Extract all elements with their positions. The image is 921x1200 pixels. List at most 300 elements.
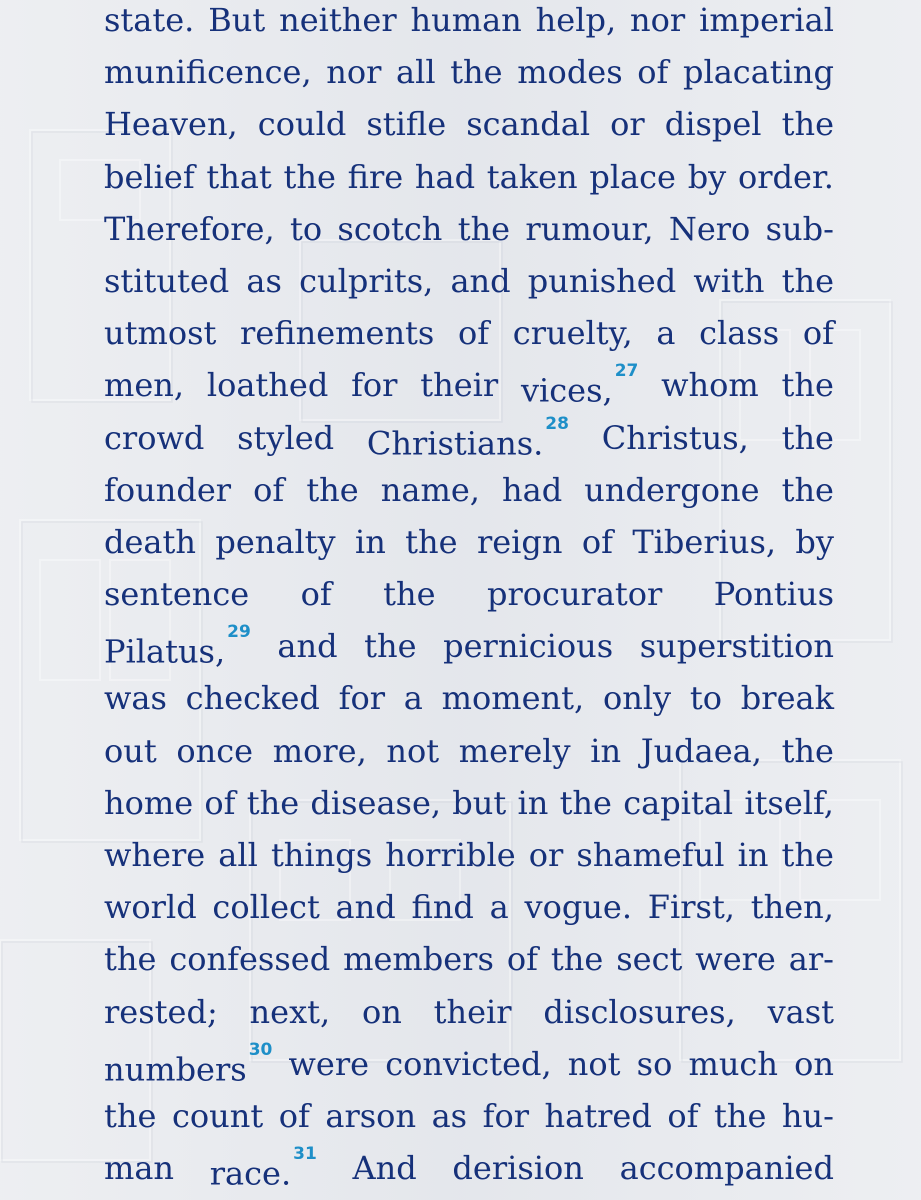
word: [450, 255, 510, 307]
footnote-ref-link[interactable]: 31: [293, 1144, 317, 1165]
word: [714, 568, 834, 620]
word: [683, 46, 834, 98]
word: [576, 829, 724, 881]
word-text: on: [794, 1044, 834, 1083]
word-text: capital: [623, 783, 734, 822]
word: [385, 829, 515, 881]
text-line: [104, 986, 834, 1038]
word: [741, 672, 834, 724]
word: [237, 412, 334, 464]
text-line: [104, 255, 834, 307]
word-text: placating: [682, 53, 834, 92]
footnote-ref-link[interactable]: 28: [545, 413, 569, 434]
word-text: the: [450, 53, 503, 92]
word-text: reign: [476, 522, 563, 561]
word: [104, 0, 194, 46]
word-text: for: [338, 679, 386, 718]
word-text: imperial: [699, 1, 834, 39]
word-text: culprits,: [299, 261, 434, 300]
word: [640, 620, 834, 672]
word-text: where: [104, 836, 206, 874]
word: [517, 777, 548, 829]
word-text: whom: [661, 366, 759, 405]
word-text: and: [335, 888, 396, 927]
word: [661, 359, 759, 411]
word: [450, 46, 502, 98]
word-text: in: [517, 783, 549, 822]
text-line: [104, 1142, 834, 1194]
word-text: shameful: [576, 836, 725, 874]
word-text: as: [246, 261, 282, 300]
word-text: of: [667, 1096, 699, 1135]
word: [513, 307, 633, 359]
word: [667, 1090, 698, 1142]
word-text: by: [795, 522, 834, 561]
word-text: in: [590, 731, 622, 770]
word: [442, 672, 585, 724]
word: [714, 1090, 766, 1142]
word-text: the: [457, 209, 511, 248]
word-text: loathed: [206, 366, 329, 405]
word: [325, 1090, 416, 1142]
word-text: dispel: [664, 105, 762, 144]
word-text: rested;: [104, 992, 218, 1031]
word-text: of: [253, 470, 285, 509]
word-text: confessed: [169, 940, 331, 979]
word: [279, 1090, 310, 1142]
word-text: the: [781, 418, 834, 457]
word-text: Pontius: [713, 575, 834, 614]
word-text: break: [740, 679, 834, 718]
word-text: ar-: [788, 940, 834, 979]
word-text: the: [781, 731, 834, 770]
text-line: [104, 829, 834, 881]
word-text: all: [218, 836, 258, 874]
word-text: home: [104, 783, 194, 822]
word: [782, 412, 834, 464]
word-text: undergone: [584, 470, 760, 509]
word-text: man: [104, 1149, 175, 1188]
word-text: in: [354, 522, 386, 561]
text-line: [104, 672, 834, 724]
word-text: or: [610, 105, 645, 144]
word: [693, 255, 764, 307]
word-text: the: [306, 470, 359, 509]
text-line: [104, 98, 834, 150]
word-text: things: [270, 836, 373, 874]
word-text: much: [688, 1044, 778, 1083]
word-text: the: [246, 783, 300, 822]
word-text: procurator: [486, 575, 663, 614]
text-line: [104, 1090, 834, 1142]
word: [290, 203, 322, 255]
word-text: the: [781, 261, 834, 300]
word-text: class: [699, 314, 780, 353]
word: [452, 777, 506, 829]
word: [690, 672, 722, 724]
word-text: with: [693, 261, 765, 300]
word-text: men,: [104, 366, 185, 405]
word: [415, 151, 475, 203]
word-text: had: [414, 157, 476, 196]
word: [616, 933, 682, 985]
word: [782, 464, 834, 516]
word-text: nor: [326, 53, 382, 92]
word: [104, 777, 193, 829]
word: [545, 1090, 652, 1142]
word-text: to: [289, 209, 323, 248]
word-text: vast: [767, 992, 834, 1031]
word-text: rumour,: [525, 209, 654, 248]
word: [560, 777, 612, 829]
word: [301, 568, 332, 620]
word: [630, 0, 685, 46]
word-text: of: [278, 1096, 310, 1135]
word: [104, 203, 275, 255]
word-text: members: [343, 940, 494, 979]
word-text: that: [206, 157, 272, 196]
word: [277, 620, 337, 672]
word: [623, 777, 733, 829]
word-text: for: [482, 1096, 530, 1135]
word: [411, 0, 522, 46]
word: [381, 464, 480, 516]
word: [283, 151, 335, 203]
word: [104, 412, 204, 464]
word: [337, 203, 442, 255]
word: [273, 725, 367, 777]
word: [258, 98, 347, 150]
word: [104, 725, 157, 777]
word-text: a: [656, 314, 676, 353]
word-text: merely: [458, 731, 571, 770]
word-text: checked: [185, 679, 320, 718]
text-line: [104, 620, 834, 672]
word-text: sub-: [765, 209, 834, 248]
word: [247, 777, 299, 829]
word: [699, 0, 834, 46]
word-text: punished: [527, 261, 677, 300]
text-line: [104, 412, 834, 464]
word-text: And: [352, 1149, 417, 1188]
word-text: scotch: [337, 209, 443, 248]
word-text: find: [411, 888, 474, 927]
word: [695, 933, 776, 985]
word: [353, 1142, 417, 1194]
word: [502, 464, 562, 516]
text-line: [104, 203, 834, 255]
word-text: count: [171, 1096, 264, 1135]
footnote-ref-link[interactable]: 27: [614, 361, 639, 382]
word: [366, 98, 446, 150]
word: [104, 151, 195, 203]
word-text: for: [351, 366, 398, 405]
word-text: out: [104, 731, 157, 770]
word-text: on: [361, 992, 402, 1031]
text-line: [104, 307, 834, 359]
text-line: [104, 46, 834, 98]
word: [590, 725, 621, 777]
word-text: cruelty,: [512, 314, 633, 353]
word-text: by: [687, 157, 727, 196]
word-text: First,: [647, 888, 735, 927]
word-text: stituted: [104, 261, 230, 300]
word: [744, 777, 834, 829]
word-text: sect: [616, 940, 683, 979]
word-text: a: [403, 679, 423, 718]
word-text: had: [502, 470, 563, 509]
word-text: their: [433, 992, 512, 1031]
word: [343, 933, 494, 985]
word: [176, 725, 253, 777]
word: [104, 568, 249, 620]
word-text: of: [204, 783, 236, 822]
word: [306, 464, 358, 516]
word-text: order.: [737, 157, 834, 196]
word-text: could: [257, 105, 347, 144]
word: [215, 516, 335, 568]
word-text: or: [528, 836, 564, 874]
word-text: accompanied: [619, 1149, 834, 1188]
word: [104, 1038, 272, 1090]
word: [206, 151, 271, 203]
word: [271, 829, 372, 881]
word: [782, 255, 834, 307]
word: [326, 46, 381, 98]
word-text: to: [689, 679, 723, 718]
word: [208, 0, 265, 46]
word: [751, 881, 834, 933]
text-line: [104, 568, 834, 620]
word: [420, 359, 498, 411]
word-text: crowd: [104, 418, 205, 457]
word-text: the: [781, 366, 834, 405]
word-text: the: [104, 1096, 157, 1135]
word: [104, 255, 229, 307]
word: [240, 307, 434, 359]
text-line: [104, 359, 834, 411]
word: [443, 620, 613, 672]
word: [218, 829, 258, 881]
word: [253, 464, 284, 516]
word-text: the: [405, 522, 458, 561]
word-text: the: [550, 940, 604, 979]
word: [477, 516, 563, 568]
word-text: superstition: [639, 627, 834, 666]
word-text: disease,: [310, 783, 442, 822]
word-text: fire: [347, 157, 404, 196]
word-text: human: [410, 1, 522, 39]
text-line: [104, 464, 834, 516]
word: [738, 829, 769, 881]
word: [404, 672, 423, 724]
word: [582, 516, 613, 568]
word-text: help,: [535, 1, 617, 39]
word: [104, 307, 216, 359]
word-text: Nero: [668, 209, 751, 248]
word: [517, 46, 622, 98]
word: [310, 777, 441, 829]
word: [396, 46, 436, 98]
word-text: of: [581, 522, 613, 561]
word: [487, 151, 578, 203]
word-text: and: [277, 627, 338, 666]
word: [348, 151, 404, 203]
word: [620, 1142, 834, 1194]
word-text: the: [781, 470, 834, 509]
word: [104, 829, 205, 881]
word-text: Christus,: [601, 418, 749, 457]
text-line: [104, 0, 834, 46]
word-text: founder: [104, 470, 232, 509]
word-text: so: [636, 1044, 673, 1083]
word: [355, 516, 386, 568]
word: [610, 98, 645, 150]
text-line: [104, 881, 834, 933]
word-text: state.: [104, 1, 195, 39]
word-text: vogue.: [524, 888, 633, 927]
word: [362, 986, 402, 1038]
word: [104, 464, 231, 516]
word: [172, 1090, 263, 1142]
word-text: Christians.: [366, 424, 544, 463]
word-text: place: [589, 157, 676, 196]
word-text: Pilatus,: [104, 632, 226, 671]
text-line: [104, 725, 834, 777]
word-text: Therefore,: [104, 209, 275, 248]
word-text: the: [713, 1096, 767, 1135]
text-line: [104, 516, 834, 568]
word: [458, 203, 510, 255]
text-line: [104, 1038, 834, 1090]
word: [803, 307, 834, 359]
word-text: modes: [517, 53, 623, 92]
word: [104, 1142, 174, 1194]
article-text: [104, 0, 834, 1194]
word-text: in: [737, 836, 769, 874]
word-text: numbers: [104, 1050, 247, 1089]
word: [104, 933, 156, 985]
word: [524, 881, 632, 933]
word: [648, 881, 735, 933]
word: [483, 1090, 529, 1142]
word: [212, 881, 319, 933]
word: [452, 1142, 583, 1194]
word-text: styled: [237, 418, 335, 457]
word: [589, 151, 676, 203]
word: [383, 568, 435, 620]
word: [782, 359, 834, 411]
word: [641, 725, 762, 777]
word-text: penalty: [215, 522, 336, 561]
word: [351, 359, 397, 411]
word: [299, 255, 433, 307]
word-text: belief: [104, 157, 195, 196]
word-text: taken: [486, 157, 578, 196]
word: [207, 359, 328, 411]
word-text: hu-: [781, 1096, 834, 1135]
word: [186, 672, 320, 724]
word-text: the: [104, 940, 157, 979]
word-text: was: [104, 679, 167, 718]
footnote-ref-link[interactable]: 29: [227, 622, 251, 643]
word: [250, 986, 331, 1038]
word-text: their: [420, 366, 499, 405]
word-text: derision: [452, 1149, 584, 1188]
footnote-ref-link[interactable]: 30: [248, 1039, 273, 1060]
word-text: Heaven,: [104, 105, 238, 144]
word-text: neither: [279, 1, 397, 39]
word-text: horrible: [385, 836, 516, 874]
word: [434, 986, 512, 1038]
word: [289, 1038, 370, 1090]
text-line: [104, 777, 834, 829]
word: [528, 255, 676, 307]
word: [789, 933, 834, 985]
word-text: convicted,: [385, 1044, 552, 1083]
word: [656, 307, 675, 359]
word-text: as: [431, 1096, 468, 1135]
word-text: world: [104, 888, 197, 927]
word: [104, 881, 197, 933]
word-text: moment,: [441, 679, 585, 718]
word-text: not: [567, 1044, 621, 1083]
word-text: only: [602, 679, 672, 718]
word: [104, 98, 238, 150]
word-text: death: [104, 522, 196, 561]
word-text: munificence,: [104, 53, 312, 92]
word: [637, 46, 668, 98]
word-text: the: [781, 836, 834, 874]
word: [525, 203, 653, 255]
word: [669, 203, 751, 255]
word-text: of: [458, 314, 490, 353]
word-text: But: [208, 1, 266, 39]
word-text: not: [386, 731, 440, 770]
word: [169, 933, 330, 985]
word: [385, 1038, 551, 1090]
word: [364, 620, 416, 672]
word: [507, 933, 538, 985]
word: [568, 1038, 621, 1090]
word: [458, 307, 489, 359]
word-text: of: [802, 314, 834, 353]
word: [367, 412, 569, 464]
word-text: next,: [249, 992, 331, 1031]
word-text: name,: [380, 470, 480, 509]
word-text: the: [781, 105, 834, 144]
word: [782, 1090, 834, 1142]
word: [603, 672, 671, 724]
word: [104, 672, 167, 724]
word: [521, 359, 638, 411]
word-text: the: [383, 575, 436, 614]
text-line: [104, 933, 834, 985]
word-text: collect: [212, 888, 320, 927]
word: [279, 0, 396, 46]
word: [487, 568, 662, 620]
word: [543, 986, 735, 1038]
word: [104, 46, 312, 98]
text-line: [104, 151, 834, 203]
word-text: sentence: [104, 575, 250, 614]
word: [688, 151, 727, 203]
word: [411, 881, 473, 933]
word: [432, 1090, 468, 1142]
word-text: were: [288, 1044, 370, 1083]
word: [210, 1142, 317, 1194]
word: [602, 412, 749, 464]
